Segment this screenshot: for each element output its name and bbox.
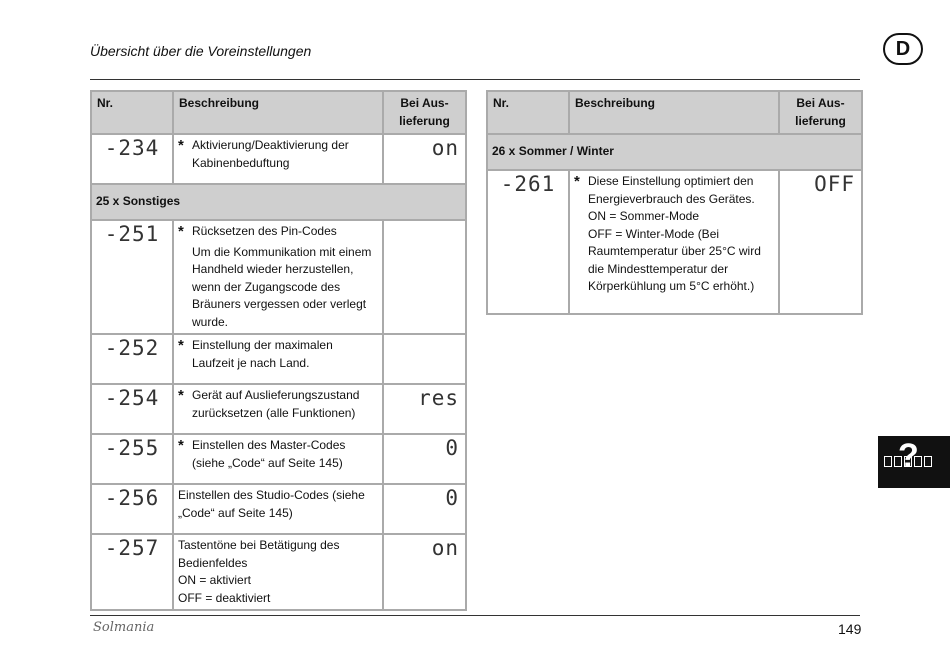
settings-table-right	[486, 90, 863, 315]
section-heading: 26 x Sommer / Winter	[487, 134, 862, 170]
setting-code: -255	[91, 434, 173, 484]
table-row	[487, 170, 862, 314]
column-header-bei-auslieferung: Bei Aus- lieferung	[383, 91, 466, 134]
code-display-icon	[884, 456, 932, 467]
column-header-beschreibung: Beschreibung	[569, 91, 779, 134]
table-row	[91, 434, 466, 484]
table-row	[91, 484, 466, 534]
setting-code: -252	[91, 334, 173, 384]
footer-divider	[90, 615, 860, 616]
header-divider	[90, 79, 860, 80]
asterisk-marker: *	[178, 387, 184, 404]
table-header-row	[487, 91, 862, 134]
column-header-bei-auslieferung: Bei Aus- lieferung	[779, 91, 862, 134]
column-header-nr: Nr.	[91, 91, 173, 134]
setting-description: * Aktivierung/Deaktivierung der Kabinenbeduftung	[173, 134, 383, 184]
table-row	[91, 334, 466, 384]
page-header-title: Übersicht über die Voreinstellungen	[90, 43, 312, 59]
default-value: 0	[383, 434, 466, 484]
default-value: on	[383, 134, 466, 184]
table-row	[91, 534, 466, 610]
brand-logo: Solmania	[93, 620, 155, 635]
chapter-tab	[878, 436, 950, 488]
default-value: res	[383, 384, 466, 434]
setting-code: -234	[91, 134, 173, 184]
asterisk-marker: *	[178, 223, 184, 240]
setting-description: * Rücksetzen des Pin-Codes Um die Kommunikation mit einem Handheld wieder herzustellen, wenn der Zugangscode des Bräuners vergessen oder verlegt wurde.	[173, 220, 383, 334]
page-number: 149	[838, 621, 862, 637]
setting-code: -257	[91, 534, 173, 610]
default-value: OFF	[779, 170, 862, 314]
asterisk-marker: *	[178, 137, 184, 154]
default-value	[383, 220, 466, 334]
setting-code: -256	[91, 484, 173, 534]
setting-description: * Diese Einstellung optimiert den Energieverbrauch des Gerätes. ON = Sommer-Mode OFF = Winter-Mode (Bei Raumtemperatur über 25°C wird die Mindesttemperatur der Körperkühlung um 5°C erhöht.)	[569, 170, 779, 314]
setting-description: Einstellen des Studio-Codes (siehe „Code“ auf Seite 145)	[173, 484, 383, 534]
setting-description: * Einstellen des Master-Codes (siehe „Code“ auf Seite 145)	[173, 434, 383, 484]
section-row	[487, 134, 862, 170]
section-heading: 25 x Sonstiges	[91, 184, 466, 220]
table-header-row	[91, 91, 466, 134]
setting-code: -254	[91, 384, 173, 434]
default-value: 0	[383, 484, 466, 534]
question-mark-icon: ?	[898, 437, 919, 475]
column-header-nr: Nr.	[487, 91, 569, 134]
table-row	[91, 384, 466, 434]
table-row	[91, 220, 466, 334]
section-row	[91, 184, 466, 220]
asterisk-marker: *	[574, 173, 580, 190]
settings-table-left	[90, 90, 467, 611]
setting-code: -251	[91, 220, 173, 334]
language-badge: D	[883, 33, 923, 65]
asterisk-marker: *	[178, 337, 184, 354]
default-value: on	[383, 534, 466, 610]
asterisk-marker: *	[178, 437, 184, 454]
setting-description: * Gerät auf Auslieferungszustand zurücksetzen (alle Funktionen)	[173, 384, 383, 434]
default-value	[383, 334, 466, 384]
column-header-beschreibung: Beschreibung	[173, 91, 383, 134]
setting-description: Tastentöne bei Betätigung des Bedienfeldes ON = aktiviert OFF = deaktiviert	[173, 534, 383, 610]
table-row	[91, 134, 466, 184]
setting-code: -261	[487, 170, 569, 314]
setting-description: * Einstellung der maximalen Laufzeit je nach Land.	[173, 334, 383, 384]
